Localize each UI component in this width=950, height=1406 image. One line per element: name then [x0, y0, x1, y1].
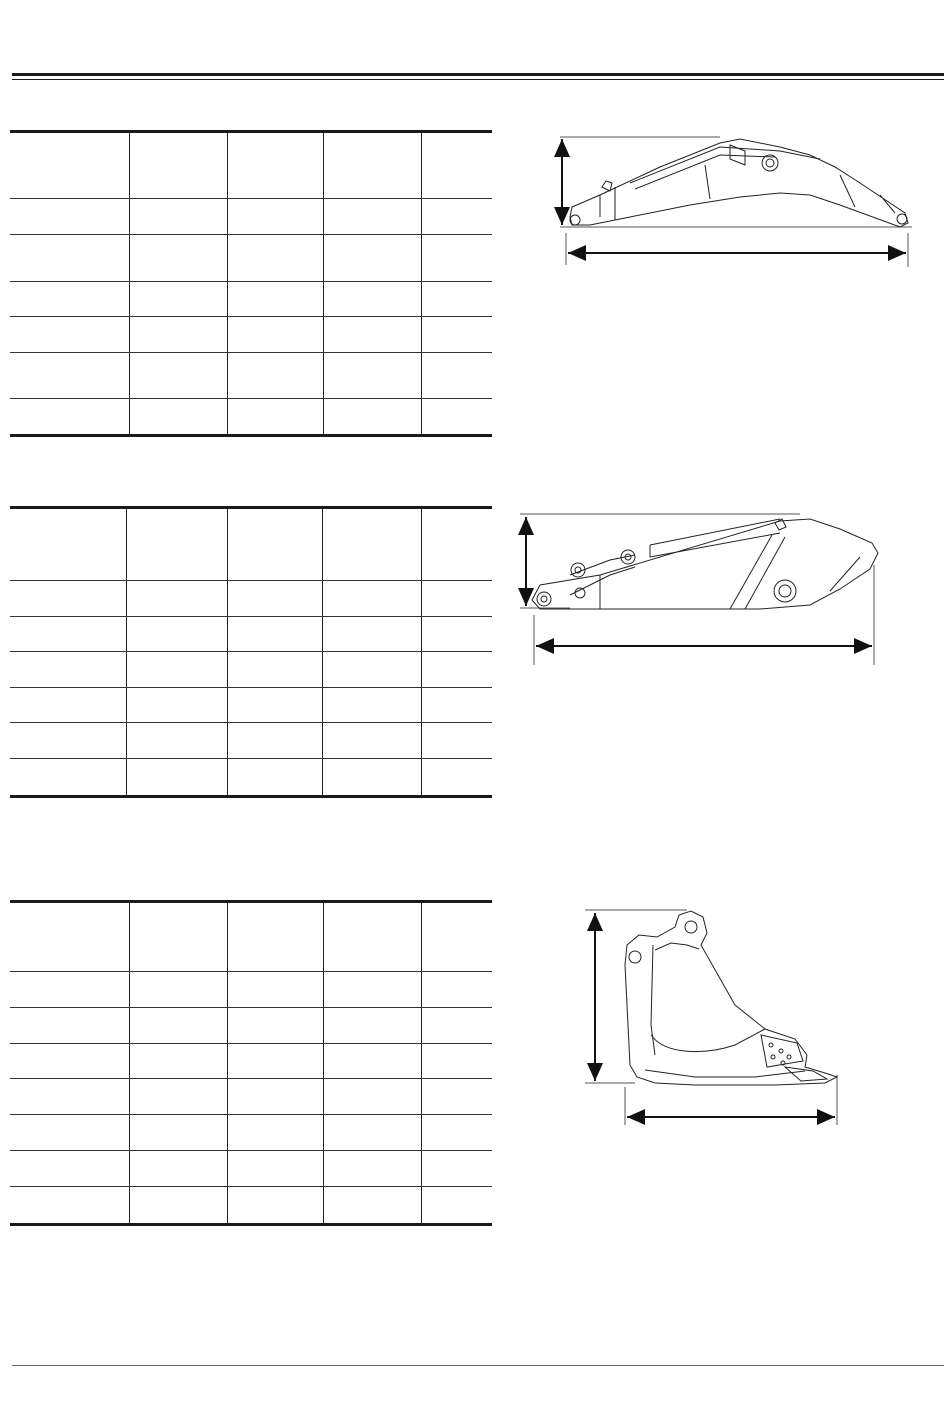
table-row [10, 282, 492, 317]
footer-rule [12, 1365, 944, 1366]
boom-spec-table [10, 130, 492, 437]
table-row [10, 1187, 492, 1225]
table-header-row [10, 132, 492, 199]
table-row [10, 199, 492, 235]
table-row [10, 617, 492, 652]
header-rule-thin [12, 79, 944, 80]
table-row [10, 972, 492, 1008]
table-row [10, 1151, 492, 1187]
arm-drawing-icon [510, 505, 900, 670]
table-row [10, 1115, 492, 1151]
table-header-row [10, 902, 492, 972]
table-row [10, 723, 492, 759]
table-row [10, 652, 492, 688]
table-row [10, 688, 492, 723]
boom-drawing-icon [540, 125, 925, 275]
table-row [10, 317, 492, 353]
table-header-row [10, 508, 492, 581]
table-row [10, 353, 492, 399]
table-row [10, 581, 492, 617]
bucket-spec-table [10, 900, 492, 1226]
table-row [10, 759, 492, 797]
arm-spec-table [10, 506, 492, 798]
bucket-drawing-icon [575, 905, 845, 1127]
table-row [10, 1079, 492, 1115]
table-row [10, 1008, 492, 1044]
table-row [10, 399, 492, 436]
table-row [10, 235, 492, 282]
header-rule-thick [12, 73, 944, 76]
table-row [10, 1044, 492, 1079]
